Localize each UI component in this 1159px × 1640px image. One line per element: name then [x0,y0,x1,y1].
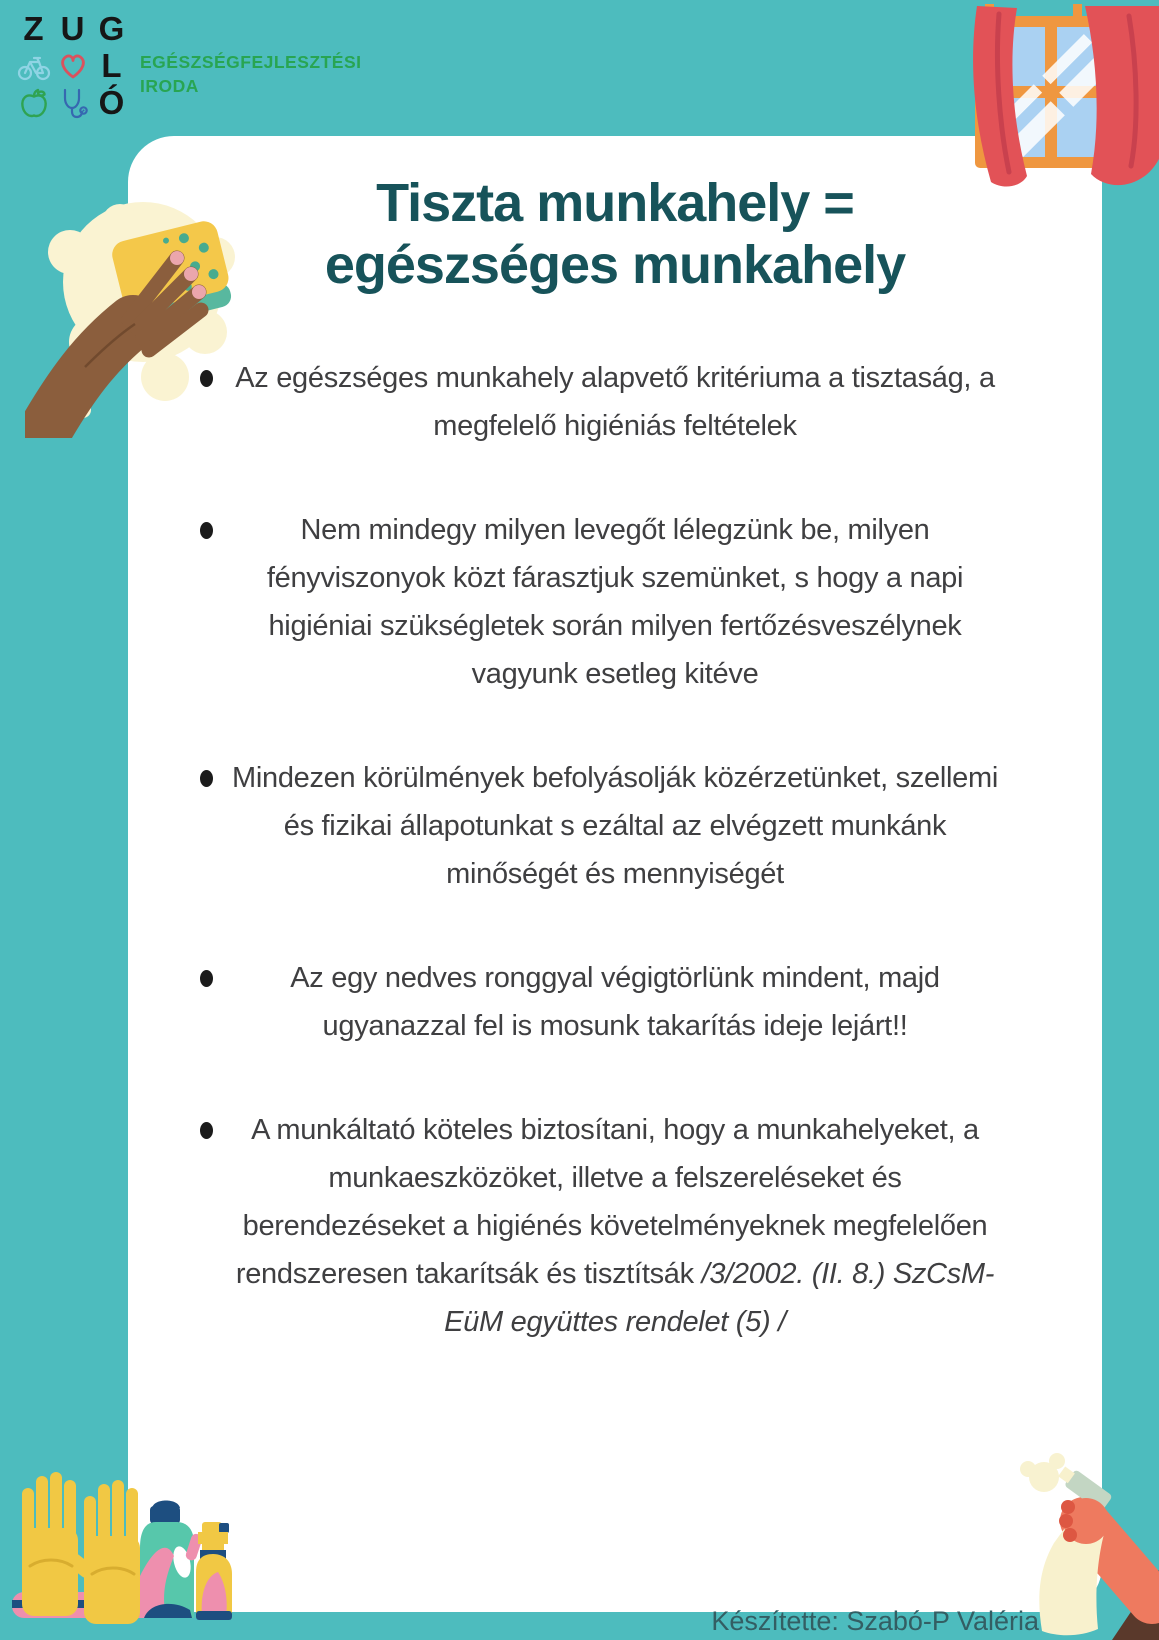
logo-letter-z: Z [23,10,44,47]
logo-letter-l: L [101,47,122,84]
bullet-text: Az egy nedves ronggyal végigtörlünk mindent, majd ugyanazzal fel is mosunk takarítás ideje lejárt!! [290,962,940,1042]
org-name-line1: EGÉSZSÉGFEJLESZTÉSI [140,52,362,72]
stethoscope-icon [56,86,90,120]
bullet-text: Nem mindegy milyen levegőt lélegzünk be, milyen fényviszonyok közt fárasztjuk szemünket, s hogy a napi higiéniai szükségletek során milyen fertőzésveszélynek vagyunk esetleg kitéve [266,514,964,690]
bullet-text: Az egészséges munkahely alapvető kritériuma a tisztaság, a megfelelő higiéniás feltételek [235,362,995,442]
logo-letter-g: G [98,10,125,47]
page-title-line1: Tiszta munkahely = [376,173,854,233]
window-curtains-illustration [933,4,1159,196]
org-name [140,50,362,98]
page-title-line2: egészséges munkahely [324,235,906,295]
credit-text: Készítette: Szabó-P Valéria [711,1606,1039,1636]
list-item [180,506,1024,698]
bicycle-icon [16,49,52,83]
list-item [180,754,1024,898]
bullet-text: A munkáltató köteles biztosítani, hogy a munkahelyeket, a munkaeszközöket, illetve a felszereléseket és berendezéseket a higiénés követelményeknek megfelelően rendszeresen takarítsák és tisztítsák [235,1114,988,1290]
zuglo-logo-grid [14,10,131,121]
heart-icon [56,49,90,83]
list-item [180,954,1024,1050]
page-title [128,172,1102,296]
arm-spray-bottle-illustration [984,1395,1159,1640]
list-item [180,354,1024,450]
logo-letter-o-acute: Ó [98,84,125,121]
org-name-line2: IRODA [140,76,199,96]
logo-letter-u: U [60,10,85,47]
list-item [180,1106,1024,1346]
apple-icon [17,86,51,120]
zuglo-logo [14,10,362,121]
cleaning-supplies-illustration [6,1426,241,1640]
bullet-text-law-reference: /3/2002. (II. 8.) SzCsM-EüM együttes rendelet (5) / [444,1258,995,1338]
bullet-text: Mindezen körülmények befolyásolják közérzetünket, szellemi és fizikai állapotunkat s ezáltal az elvégzett munkánk minőségét és mennyiségét [232,762,998,890]
bullet-list [180,354,1024,1402]
